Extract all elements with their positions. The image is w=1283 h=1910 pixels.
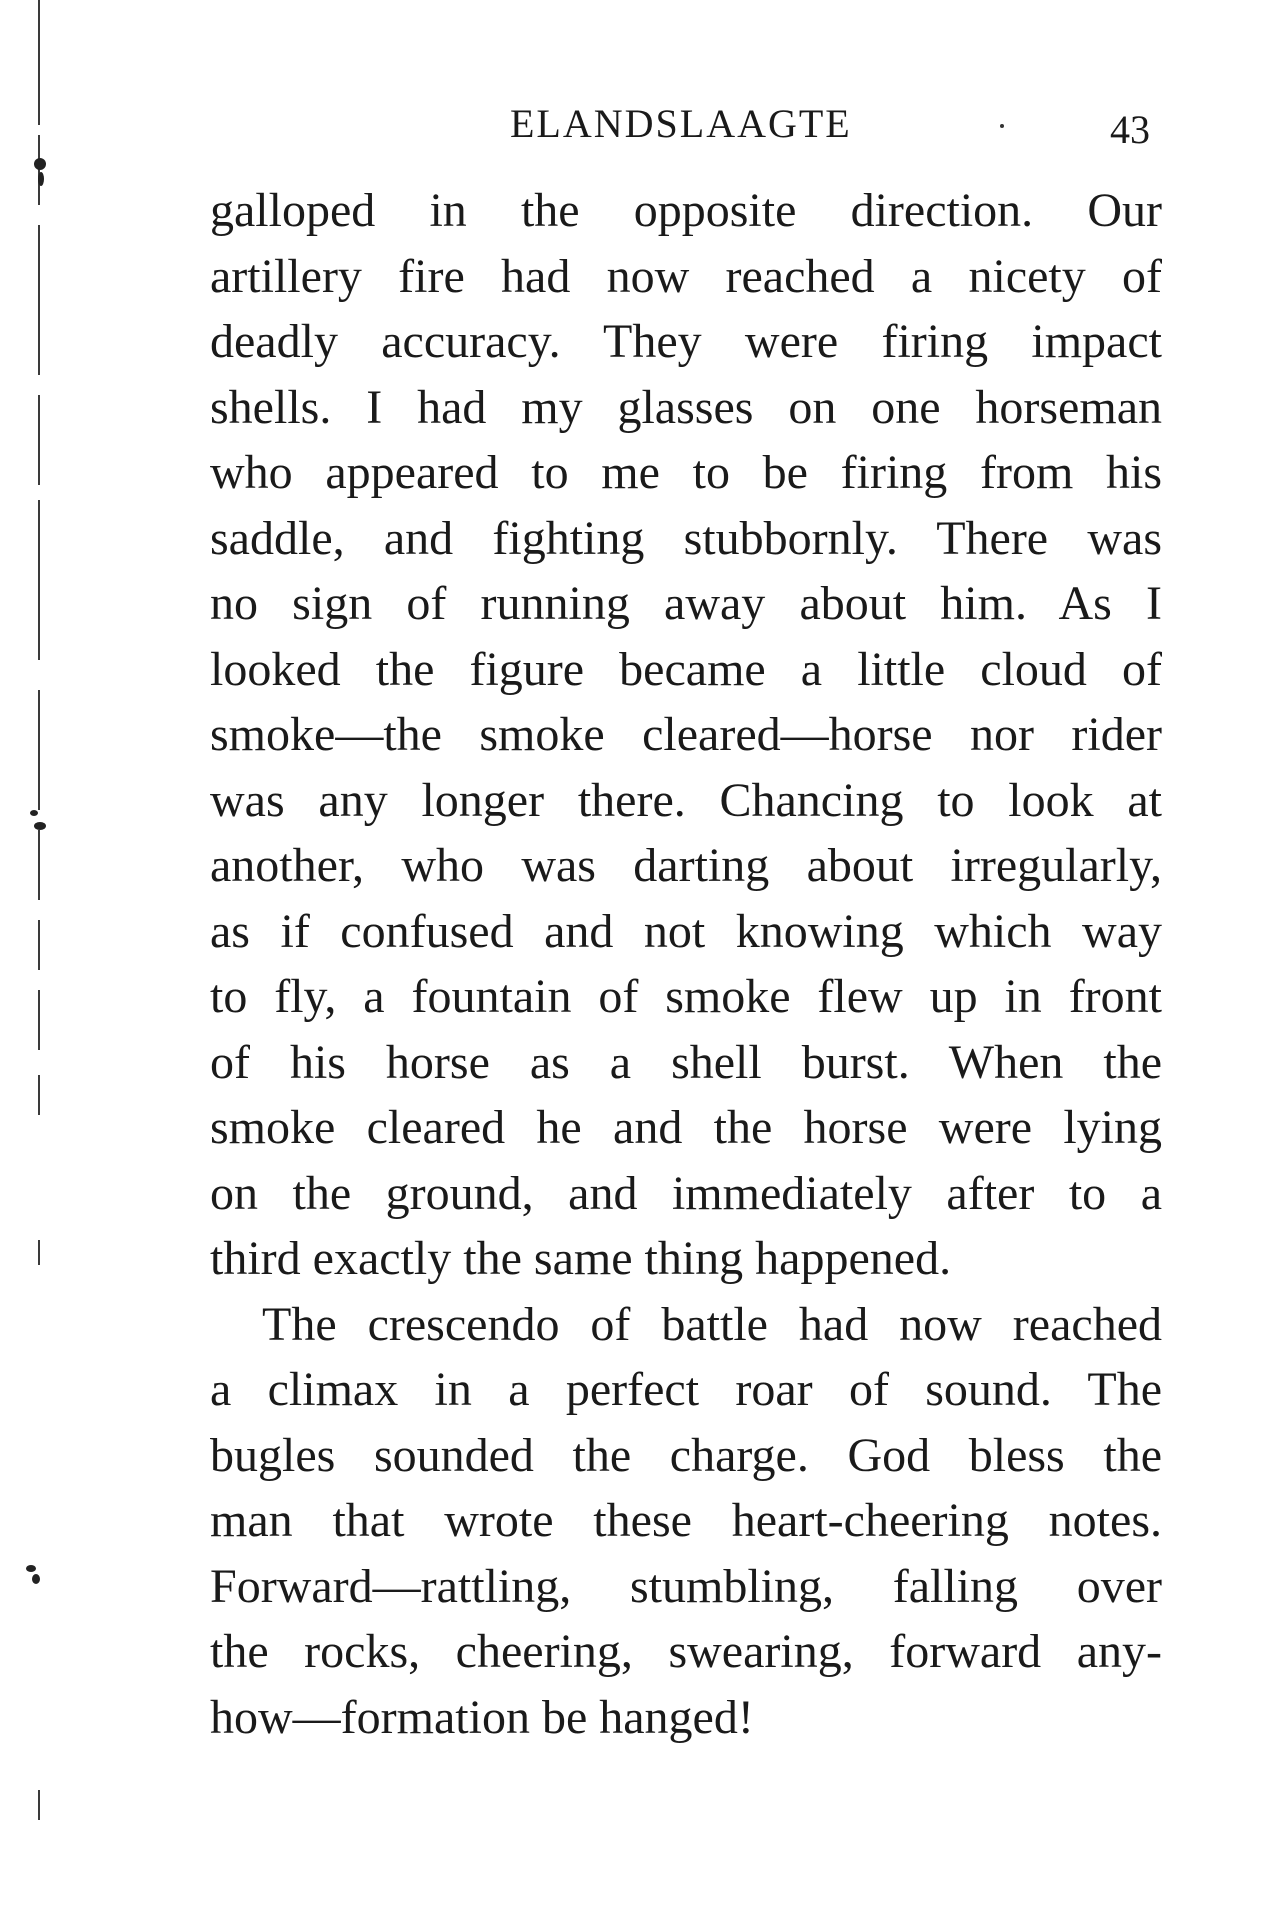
page-header <box>210 100 1170 160</box>
text-line: no sign of running away about him. As I <box>210 577 1162 630</box>
text-line: man that wrote these heart-cheering notes. <box>210 1494 1162 1547</box>
paragraph-end-line: how—formation be hanged! <box>210 1690 754 1744</box>
scan-speck <box>34 158 46 170</box>
page-number: 43 <box>1110 107 1150 152</box>
text-line: who appeared to me to be firing from his <box>210 446 1162 499</box>
text-line: as if confused and not knowing which way <box>210 904 1162 958</box>
scan-speck <box>34 822 46 830</box>
paragraph-end-line: third exactly the same thing happened. <box>210 1232 952 1285</box>
text-line: galloped in the opposite direction. Our <box>210 184 1162 237</box>
scan-speck <box>38 172 44 186</box>
text-line: saddle, and fighting stubbornly. There was <box>210 511 1162 565</box>
text-line: smoke—the smoke cleared—horse nor rider <box>210 708 1162 761</box>
text-line: Forward—rattling, stumbling, falling over <box>210 1559 1162 1613</box>
scan-speck <box>30 810 38 816</box>
text-line: a climax in a perfect roar of sound. The <box>210 1363 1162 1416</box>
body-text <box>210 178 1162 1750</box>
text-line: artillery fire had now reached a nicety of <box>210 249 1162 303</box>
header-dot <box>1000 124 1004 128</box>
text-line: looked the figure became a little cloud of <box>210 642 1162 696</box>
text-line: of his horse as a shell burst. When the <box>210 1035 1162 1089</box>
scan-speck <box>26 1565 36 1572</box>
text-line: deadly accuracy. They were firing impact <box>210 315 1162 368</box>
text-line: the rocks, cheering, swearing, forward any- <box>210 1625 1162 1678</box>
paragraph-start-line: The crescendo of battle had now reached <box>262 1297 1162 1351</box>
scan-speck <box>32 1574 40 1584</box>
text-line: shells. I had my glasses on one horseman <box>210 380 1162 434</box>
text-line: another, who was darting about irregularly, <box>210 839 1162 892</box>
text-line: on the ground, and immediately after to a <box>210 1166 1162 1220</box>
text-line: to fly, a fountain of smoke flew up in front <box>210 970 1162 1023</box>
running-head: ELANDSLAAGTE <box>510 101 852 146</box>
binding-edge <box>38 0 40 1910</box>
text-line: bugles sounded the charge. God bless the <box>210 1428 1162 1482</box>
text-line: smoke cleared he and the horse were lying <box>210 1101 1162 1154</box>
text-line: was any longer there. Chancing to look at <box>210 773 1162 827</box>
